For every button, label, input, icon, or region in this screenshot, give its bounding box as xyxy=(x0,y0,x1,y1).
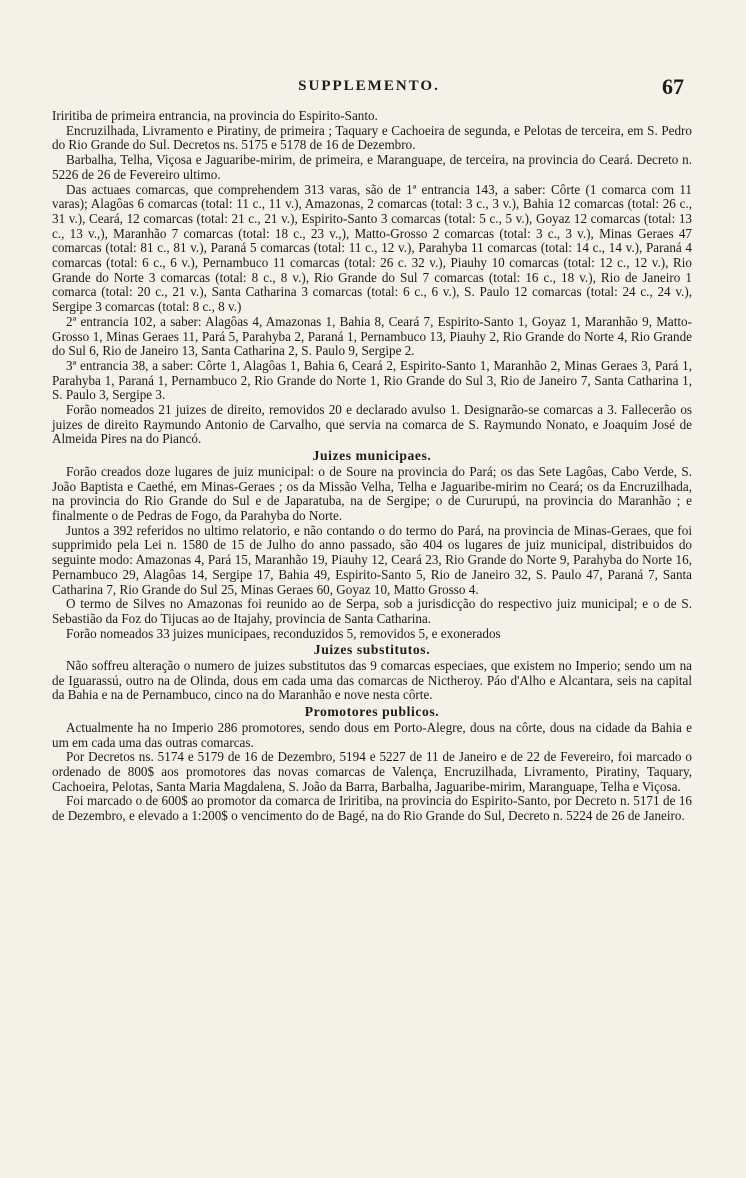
paragraph: O termo de Silves no Amazonas foi reunido ao de Serpa, sob a jurisdicção do respectivo juiz municipal; e o de S. Sebastião da Foz do Tijucas ao de Itajahy, provincia de Santa Catharina. xyxy=(52,596,692,626)
paragraph: Foi marcado o de 600$ ao promotor da comarca de Iriritiba, na provincia do Espirito-Santo, por Decreto n. 5171 de 16 de Dezembro, e elevado a 1:200$ o vencimento do de Bagé, na do Rio Grande do Sul, Decreto n. 5224 de 26 de Janeiro. xyxy=(52,793,692,824)
paragraph: Das actuaes comarcas, que comprehendem 313 varas, são de 1ª entrancia 143, a saber: Côrte (1 comarca com 11 varas); Alagôas 6 comarcas (total: 11 c., 11 v.), Amazonas, 2 comarcas (total: 3 c., 3 v.), Bahia 12 comarcas (total: 26 c., 31 v.), Ceará, 12 comarcas (total: 21 c., 21 v.), Espirito-Santo 3 comarcas (total: 5 c., 5 v.), Goyaz 12 comarcas (total: 13 c., 13 v.,), Maranhão 7 comarcas (total: 18 c., 23 v.,), Matto-Grosso 2 comarcas (total: 3 c., 3 v.), Minas Geraes 47 comarcas (total: 81 c., 81 v.), Paraná 5 comarcas (total: 11 c., 12 v.), Parahyba 11 comarcas (total: 14 c., 14 v.), Paraná 4 comarcas (total: 6 c., 6 v.), Pernambuco 11 comarcas (total: 26 c. 32 v.), Piauhy 10 comarcas (total: 12 c., 12 v.), Rio Grande do Norte 3 comarcas (total: 8 c., 8 v.), Rio Grande do Sul 7 comarcas (total: 16 c., 18 v.), Rio de Janeiro 1 comarca (total: 20 c., 21 v.), Santa Catharina 3 comarcas (total: 6 c., 6 v.), S. Paulo 12 comarcas (total: 24 c., 24 v.), Sergipe 3 comarcas (total: 8 c., 8 v.) xyxy=(52,181,692,315)
paragraph: Forão nomeados 21 juizes de direito, removidos 20 e declarado avulso 1. Designarão-se comarcas a 3. Fallecerão os juizes de direito Raymundo Antonio de Carvalho, que servia na comarca de S. Raymundo Nonato, e Joaquim José de Almeida Pires na do Piancó. xyxy=(52,402,692,447)
running-header xyxy=(52,74,686,99)
paragraph: 2ª entrancia 102, a saber: Alagôas 4, Amazonas 1, Bahia 8, Ceará 7, Espirito-Santo 1, Goyaz 1, Maranhão 9, Matto-Grosso 1, Minas Geraes 11, Pará 5, Parahyba 2, Paraná 1, Pernambuco 13, Piauhy 2, Rio Grande do Norte 4, Rio Grande do Sul 6, Rio de Janeiro 13, Santa Catharina 2, S. Paulo 9, Sergipe 2. xyxy=(52,313,692,359)
paragraph: Barbalha, Telha, Viçosa e Jaguaribe-mirim, de primeira, e Maranguape, de terceira, na provincia do Ceará. Decreto n. 5226 de 26 de Fevereiro ultimo. xyxy=(52,152,692,182)
section-heading-juizes-municipaes: Juizes municipaes. xyxy=(312,448,432,464)
paragraph: Não soffreu alteração o numero de juizes substitutos das 9 comarcas especiaes, que existem no Imperio; sendo um na de Iguarassú, outro na de Olinda, dous em cada uma das comarcas de Nictheroy. Páo d'Alho e Alcantara, seis na capital da Bahia e na de Pernambuco, cinco na do Maranhão e nove nesta côrte. xyxy=(52,658,692,703)
body-text xyxy=(52,109,692,824)
running-title: SUPPLEMENTO. xyxy=(298,78,440,94)
paragraph: Iriritiba de primeira entrancia, na provincia do Espirito-Santo. xyxy=(52,108,378,123)
paragraph: 3ª entrancia 38, a saber: Côrte 1, Alagôas 1, Bahia 6, Ceará 2, Espirito-Santo 1, Maranhão 2, Minas Geraes 3, Pará 1, Parahyba 1, Paraná 1, Pernambuco 2, Rio Grande do Norte 1, Rio Grande do Sul 3, Rio de Janeiro 7, Santa Catharina 1, S. Paulo 3, Sergipe 3. xyxy=(52,357,692,403)
paragraph: Encruzilhada, Livramento e Piratiny, de primeira ; Taquary e Cachoeira de segunda, e Pelotas de terceira, em S. Pedro do Rio Grande do Sul. Decretos ns. 5175 e 5178 de 16 de Dezembro. xyxy=(52,122,692,153)
paragraph: Por Decretos ns. 5174 e 5179 de 16 de Dezembro, 5194 e 5227 de 11 de Janeiro e de 22 de Fevereiro, foi marcado o ordenado de 800$ aos promotores das novas comarcas de Valença, Encruzilhada, Livramento, Piratiny, Taquary, Cachoeira, Pelotas, Santa Maria Magdalena, S. João da Barra, Barbalha, Jaguaribe-mirim, Maranguape, Telha e Viçosa. xyxy=(52,749,692,794)
paragraph: Forão creados doze lugares de juiz municipal: o de Soure na provincia do Pará; os das Sete Lagôas, Cabo Verde, S. João Baptista e Caethé, em Minas-Geraes ; os da Missão Velha, Telha e Jaguaribe-mirim no Ceará; os da Encruzilhada, na provincia do Rio Grande do Sul e de Japaratuba, na de Sergipe; o de Cururupú, na provincia do Maranhão ; e finalmente o de Pedras de Fogo, da Parahyba do Norte. xyxy=(52,463,692,523)
paragraph: Juntos a 392 referidos no ultimo relatorio, e não contando o do termo do Pará, na provincia de Minas-Geraes, que foi supprimido pela Lei n. 1580 de 15 de Julho do anno passado, são 404 os lugares de juiz municipal, distribuidos do seguinte modo: Amazonas 4, Pará 15, Maranhão 19, Piauhy 12, Ceará 23, Rio Grande do Norte 9, Parahyba do Norte 16, Pernambuco 29, Alagôas 14, Sergipe 17, Bahia 49, Espirito-Santo 5, Rio de Janeiro 32, S. Paulo 47, Paraná 7, Santa Catharina 7, Rio Grande do Sul 25, Minas Geraes 60, Goyaz 10, Matto Grosso 4. xyxy=(52,522,692,597)
paragraph: Forão nomeados 33 juizes municipaes, reconduzidos 5, removidos 5, e exonerados xyxy=(66,625,501,641)
section-heading-juizes-substitutos: Juizes substitutos. xyxy=(313,642,431,658)
section-heading-promotores-publicos: Promotores publicos. xyxy=(304,704,440,720)
paragraph: Actualmente ha no Imperio 286 promotores, sendo dous em Porto-Alegre, dous na côrte, dous na cidade da Bahia e um em cada uma das outras comarcas. xyxy=(52,719,692,750)
page-number: 67 xyxy=(662,74,684,99)
